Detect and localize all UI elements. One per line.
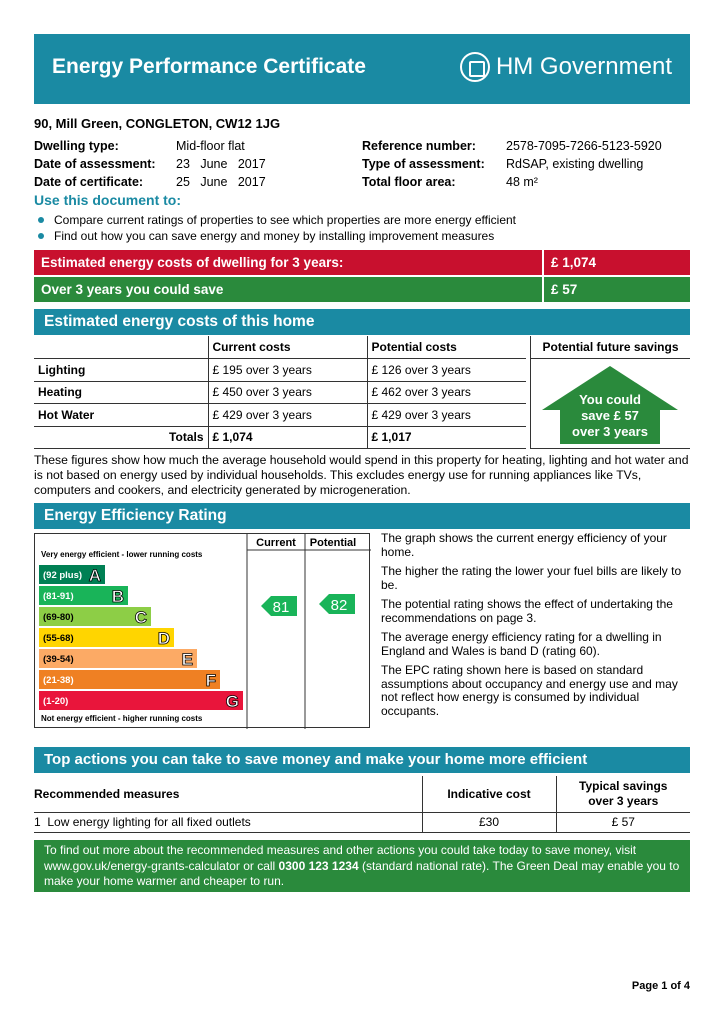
cost-row-name: Heating xyxy=(34,381,208,404)
actions-section-title: Top actions you can take to save money and make your home more efficient xyxy=(34,747,690,773)
meta-value: 23 June 2017 xyxy=(176,157,266,171)
rating-band-letter: A xyxy=(88,566,101,585)
rating-band-letter: G xyxy=(225,692,239,711)
rating-band-range: (39-54) xyxy=(43,654,74,665)
costs-header-blank xyxy=(34,336,208,359)
use-document-title: Use this document to: xyxy=(34,192,182,208)
rating-col-potential: Potential xyxy=(309,537,357,549)
meta-right xyxy=(362,137,662,191)
costs-table xyxy=(34,336,526,449)
costs-header-current: Current costs xyxy=(208,336,367,359)
future-savings-header: Potential future savings xyxy=(530,336,690,359)
meta-value: 2578-7095-7266-5123-5920 xyxy=(506,139,662,153)
savings-label: Over 3 years you could save xyxy=(34,277,542,302)
estimated-cost-value: £ 1,074 xyxy=(544,250,690,275)
cost-row-current: £ 429 over 3 years xyxy=(208,404,367,427)
more-info-line3: make your home warmer and cheaper to run. xyxy=(44,874,285,888)
rating-band-range: (81-91) xyxy=(43,591,74,602)
divider xyxy=(530,359,531,449)
crest-icon xyxy=(460,52,490,82)
table-row xyxy=(34,381,526,404)
cost-row-potential: £ 429 over 3 years xyxy=(367,404,526,427)
estimated-cost-bar xyxy=(34,250,690,275)
table-row xyxy=(34,404,526,427)
rating-band-letter: F xyxy=(205,671,216,690)
savings-arrow-line3: over 3 years xyxy=(572,424,648,439)
meta-label: Type of assessment: xyxy=(362,157,485,171)
rating-text: The average energy efficiency rating for a dwelling in England and Wales is band D (rating 60). xyxy=(381,630,662,658)
rating-band-letter: D xyxy=(157,629,170,648)
rating-band-letter: B xyxy=(111,587,124,606)
rating-text: The potential rating shows the effect of undertaking the recommendations on page 3. xyxy=(381,597,673,625)
rating-band-range: (55-68) xyxy=(43,633,74,644)
rating-chart-svg xyxy=(35,534,371,729)
rating-text: The higher the rating the lower your fuel bills are likely to be. xyxy=(381,564,682,592)
costs-section-title: Estimated energy costs of this home xyxy=(34,309,690,335)
divider xyxy=(530,448,690,449)
more-info-line1: To find out more about the recommended measures and other actions you could take today to save money, visit xyxy=(44,843,637,857)
rating-chart xyxy=(34,533,370,728)
page-number: Page 1 of 4 xyxy=(631,980,690,992)
action-saving: £ 57 xyxy=(556,812,690,832)
list-item: Find out how you can save energy and money by installing improvement measures xyxy=(38,228,516,244)
meta-value: Mid-floor flat xyxy=(176,139,245,153)
table-row xyxy=(34,359,526,382)
cost-row-potential: £ 126 over 3 years xyxy=(367,359,526,382)
rating-top-label: Very energy efficient - lower running costs xyxy=(41,550,203,559)
certificate-header xyxy=(34,34,690,104)
table-row xyxy=(34,812,690,832)
meta-value: 48 m² xyxy=(506,175,538,189)
estimated-cost-label: Estimated energy costs of dwelling for 3 years: xyxy=(34,250,542,275)
potential-rating-value: 82 xyxy=(330,597,348,614)
more-info-line2 xyxy=(44,859,680,875)
use-document-list xyxy=(38,212,516,244)
action-number: 1 xyxy=(34,815,41,829)
gov-logo-text: HM Government xyxy=(495,53,672,80)
action-measure xyxy=(34,812,422,832)
meta-label: Dwelling type: xyxy=(34,139,119,153)
actions-header-cost: Indicative cost xyxy=(422,776,556,812)
rating-explanation xyxy=(381,532,691,724)
meta-left xyxy=(34,137,266,191)
table-row xyxy=(34,426,526,449)
rating-band-range: (69-80) xyxy=(43,612,74,623)
cost-row-name: Lighting xyxy=(34,359,208,382)
rating-section-title: Energy Efficiency Rating xyxy=(34,503,690,529)
page-title: Energy Performance Certificate xyxy=(52,55,366,78)
actions-header-savings xyxy=(556,776,690,812)
rating-text: The graph shows the current energy efficiency of your home. xyxy=(381,531,667,559)
rating-text: The EPC rating shown here is based on standard assumptions about occupancy and energy use and may not reflect how energy is consumed by individual occupants. xyxy=(381,663,678,718)
actions-table xyxy=(34,776,690,833)
current-rating-value: 81 xyxy=(272,599,290,616)
more-info-line2-rest: (standard national rate). The Green Deal may enable you to xyxy=(358,858,680,873)
meta-value: RdSAP, existing dwelling xyxy=(506,157,644,171)
gov-logo xyxy=(460,52,672,82)
rating-band-letter: E xyxy=(181,650,193,669)
rating-bands xyxy=(39,565,243,711)
rating-bottom-label: Not energy efficient - higher running costs xyxy=(41,714,203,723)
action-cost: £30 xyxy=(422,812,556,832)
rating-band-letter: C xyxy=(134,608,147,627)
costs-header-potential: Potential costs xyxy=(367,336,526,359)
cost-row-current: £ 450 over 3 years xyxy=(208,381,367,404)
list-item: Compare current ratings of properties to see which properties are more energy efficient xyxy=(38,212,516,228)
savings-value: £ 57 xyxy=(544,277,690,302)
savings-arrow xyxy=(540,364,680,446)
action-name: Low energy lighting for all fixed outlets xyxy=(47,815,251,829)
savings-arrow-line1: You could xyxy=(579,392,641,407)
savings-arrow-line2: save £ 57 xyxy=(581,408,639,423)
rating-col-current: Current xyxy=(256,537,296,549)
grants-link[interactable]: www.gov.uk/energy-grants-calculator or call xyxy=(44,858,279,873)
meta-label: Date of assessment: xyxy=(34,157,156,171)
totals-potential: £ 1,017 xyxy=(367,426,526,449)
actions-header-savings-2: over 3 years xyxy=(588,793,659,808)
phone-number: 0300 123 1234 xyxy=(278,858,359,873)
savings-bar xyxy=(34,277,690,302)
meta-label: Total floor area: xyxy=(362,175,456,189)
cost-row-potential: £ 462 over 3 years xyxy=(367,381,526,404)
rating-band-range: (1-20) xyxy=(43,696,69,707)
property-address: 90, Mill Green, CONGLETON, CW12 1JG xyxy=(34,116,281,131)
more-info-box xyxy=(34,840,690,892)
actions-header-savings-1: Typical savings xyxy=(579,778,668,793)
cost-row-current: £ 195 over 3 years xyxy=(208,359,367,382)
totals-label: Totals xyxy=(34,426,208,449)
meta-label: Reference number: xyxy=(362,139,476,153)
cost-row-name: Hot Water xyxy=(34,404,208,427)
rating-band-range: (21-38) xyxy=(43,675,74,686)
totals-current: £ 1,074 xyxy=(208,426,367,449)
rating-band-g xyxy=(39,691,243,710)
actions-header-measures: Recommended measures xyxy=(34,776,422,812)
costs-explanation: These figures show how much the average household would spend in this property for heating, lighting and hot water and is not based on energy used by individual households. This excludes energy use for running appliances like TVs, computers and cookers, and electricity generated by microgeneration. xyxy=(34,453,689,497)
meta-label: Date of certificate: xyxy=(34,175,144,189)
meta-value: 25 June 2017 xyxy=(176,175,266,189)
rating-band-range: (92 plus) xyxy=(43,570,83,581)
